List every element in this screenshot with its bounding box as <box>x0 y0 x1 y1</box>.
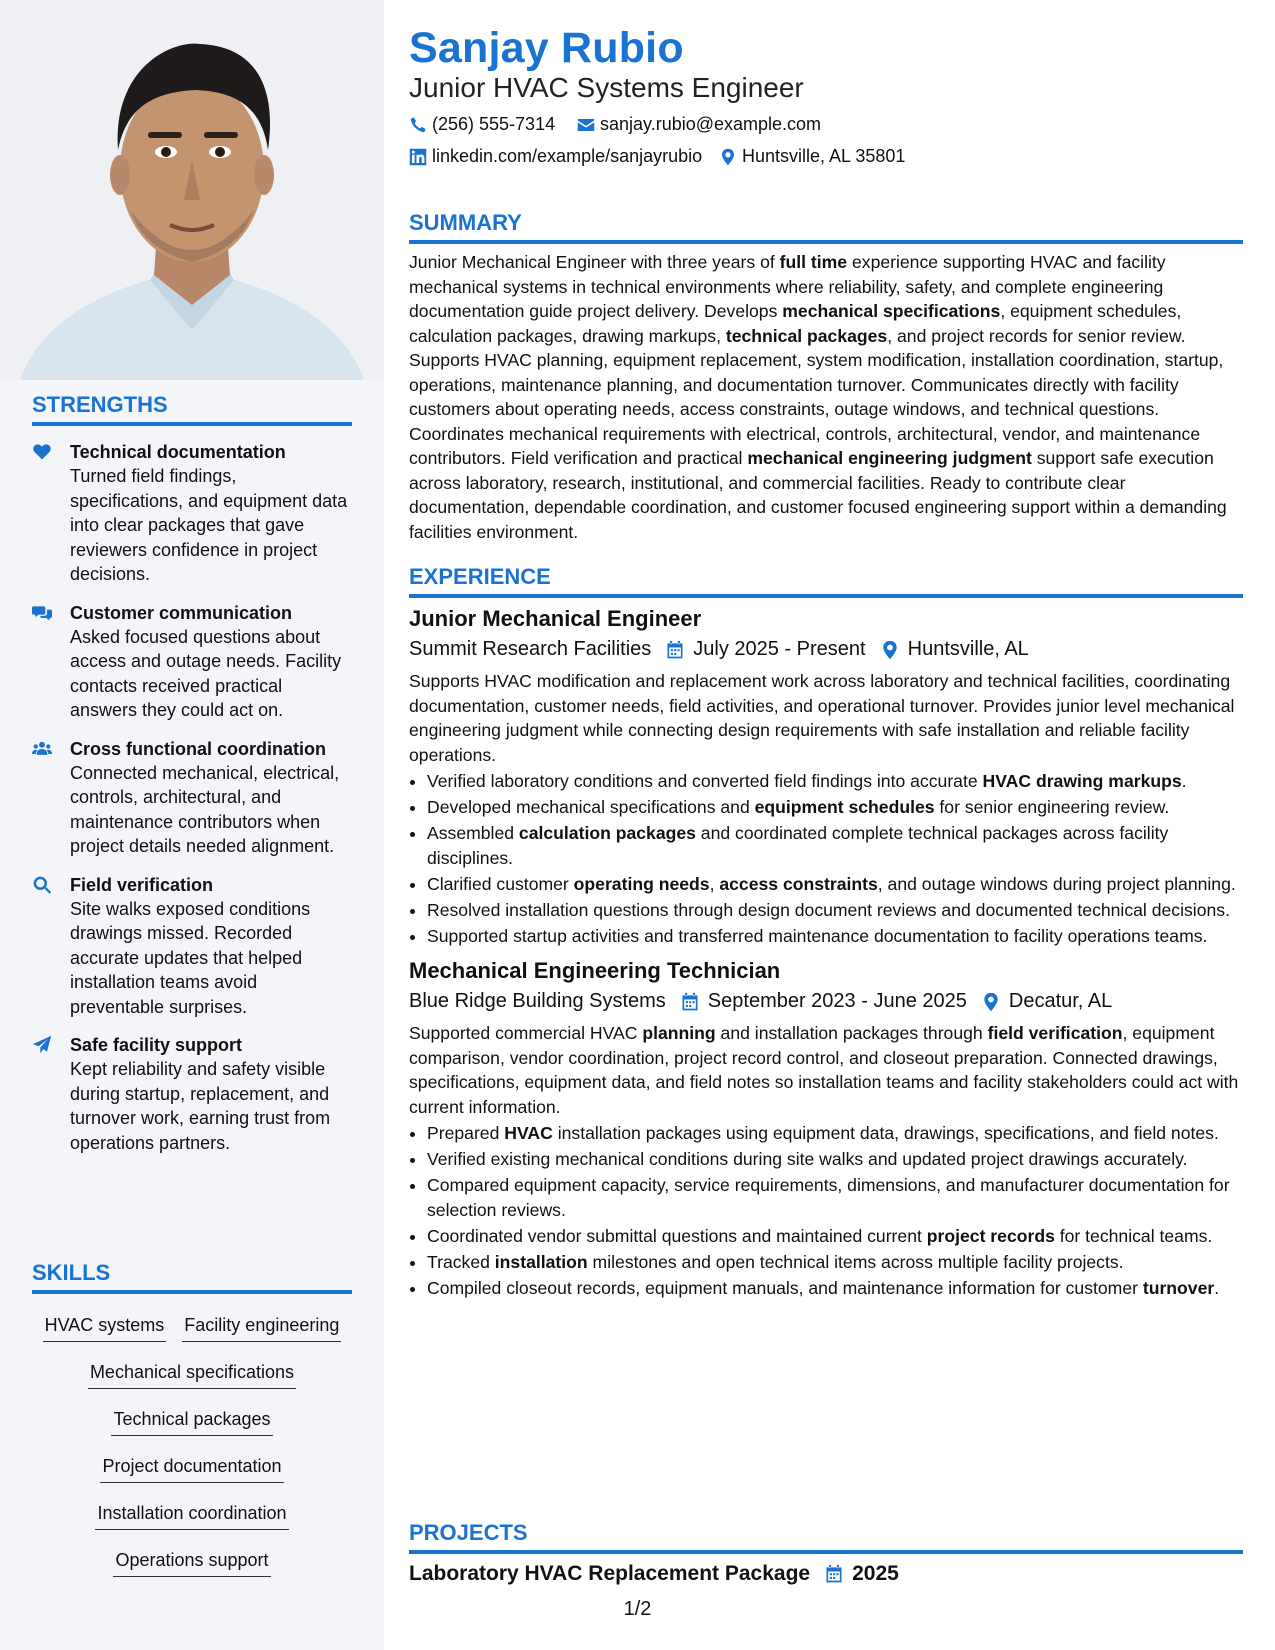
bold-phrase: technical packages <box>725 325 888 346</box>
text-run: , and project records for senior review. Supports HVAC planning, equipment replacement, system modification, installation coordination, startup, operations, maintenance planning, and documentation turnover. Communicates directly with facility customers about operating needs, access constraints, outage windows, and technical questions. Coordinates mechanical requirements with electrical, controls, architectural, vendor, and maintenance contributors. Field verification and practical <box>409 325 1224 468</box>
project-item <box>409 1562 1243 1586</box>
strength-desc: Connected mechanical, electrical, controls, architectural, and maintenance contributors when project details needed alignment. <box>70 762 340 856</box>
text-run: , <box>709 873 720 894</box>
strength-title: Field verification <box>70 874 214 895</box>
job-meta <box>409 990 1243 1013</box>
strength-title: Customer communication <box>70 602 293 623</box>
job-location: Decatur, AL <box>1008 990 1113 1012</box>
skill-tag: Installation coordination <box>95 1501 288 1530</box>
bold-phrase: mechanical specifications <box>782 301 1001 321</box>
bold-phrase: HVAC drawing markups <box>982 771 1182 791</box>
calendar-icon <box>680 992 700 1012</box>
job-title: Mechanical Engineering Technician <box>409 958 781 983</box>
summary-section <box>409 210 1243 544</box>
users-icon <box>32 737 70 859</box>
job-bullets <box>409 1121 1243 1300</box>
bold-phrase: project records <box>926 1225 1055 1246</box>
portrait-image <box>0 0 384 380</box>
project-title: Laboratory HVAC Replacement Package <box>409 1562 811 1585</box>
profile-photo <box>0 0 384 380</box>
text-run: and installation packages through <box>715 1023 988 1043</box>
strength-title: Cross functional coordination <box>70 738 327 759</box>
company-name: Blue Ridge Building Systems <box>409 990 666 1012</box>
location-contact <box>719 146 905 167</box>
location-text: Huntsville, AL 35801 <box>742 146 906 166</box>
bullet-item <box>427 872 1243 897</box>
candidate-role: Junior HVAC Systems Engineer <box>409 72 804 103</box>
bullet-item <box>427 1276 1243 1301</box>
skill-tag: Project documentation <box>100 1454 283 1483</box>
bullet-item <box>427 1224 1243 1249</box>
text-run: Compiled closeout records, equipment manuals, and maintenance information for customer <box>427 1277 1143 1298</box>
summary-title: SUMMARY <box>409 210 1243 244</box>
strength-title: Safe facility support <box>70 1035 243 1055</box>
strength-item <box>32 601 352 723</box>
text-run: Compared equipment capacity, service requirements, dimensions, and manufacturer documentation for selection reviews. <box>427 1175 1230 1220</box>
text-run: Resolved installation questions through design document reviews and documented technical decisions. <box>427 899 1230 920</box>
strengths-title: STRENGTHS <box>32 392 352 426</box>
text-run: Verified laboratory conditions and converted field findings into accurate <box>427 771 983 791</box>
experience-section <box>409 564 1243 1302</box>
bullet-item <box>427 1147 1243 1172</box>
text-run: Supported commercial HVAC <box>409 1023 643 1043</box>
bold-phrase: equipment schedules <box>754 797 935 817</box>
text-run: and coordinated complete technical packages across facility disciplines. <box>427 823 1169 868</box>
strength-item <box>32 1033 352 1155</box>
calendar-icon <box>665 640 685 660</box>
phone-contact <box>409 114 555 135</box>
projects-section <box>409 1520 1243 1586</box>
bullet-item <box>427 795 1243 820</box>
bold-phrase: planning <box>642 1023 716 1043</box>
linkedin-link[interactable]: linkedin.com/example/sanjayrubio <box>432 146 703 166</box>
job-meta <box>409 638 1243 661</box>
job-bullets <box>409 769 1243 948</box>
job-dates: July 2025 - Present <box>693 638 866 660</box>
text-run: support safe execution across laboratory, research, institutional, and commercial facilities. Ready to contribute clear documentation, dependable coordination, and customer focused engineering support within a demanding facilities environment. <box>409 448 1227 542</box>
job-dates: September 2023 - June 2025 <box>707 990 967 1012</box>
email-contact[interactable] <box>577 114 821 135</box>
bullet-item <box>427 1250 1243 1275</box>
text-run: for technical teams. <box>1054 1225 1213 1246</box>
phone-text: (256) 555-7314 <box>432 114 556 134</box>
job-intro <box>409 1021 1243 1119</box>
strengths-section <box>32 392 352 1155</box>
bullet-item <box>427 898 1243 923</box>
bullet-item <box>427 924 1243 949</box>
map-pin-icon <box>719 148 737 166</box>
strength-title: Technical documentation <box>70 442 286 462</box>
text-run: installation packages using equipment data, drawings, specifications, and field notes. <box>552 1123 1219 1143</box>
bold-phrase: full time <box>779 252 848 272</box>
text-run: Supported startup activities and transferred maintenance documentation to facility operations teams. <box>427 925 1208 946</box>
text-run: Supports HVAC modification and replacement work across laboratory and technical facilities, coordinating documentation, customer needs, field activities, and operational turnover. Provides junior level mechanical engineering judgment while connecting design requirements with safe installation and reliable facility operations. <box>409 671 1235 765</box>
paper-plane-icon <box>32 1033 70 1155</box>
skill-tag: Technical packages <box>111 1407 272 1436</box>
bold-phrase: installation <box>494 1251 588 1272</box>
linkedin-contact[interactable] <box>409 146 702 167</box>
company-name: Summit Research Facilities <box>409 638 652 660</box>
linkedin-icon <box>409 148 427 166</box>
projects-title: PROJECTS <box>409 1520 1243 1554</box>
text-run: Prepared <box>427 1123 505 1143</box>
bold-phrase: mechanical engineering judgment <box>747 448 1032 468</box>
bullet-item <box>427 1121 1243 1146</box>
bold-phrase: turnover <box>1142 1277 1215 1298</box>
strength-item <box>32 737 352 859</box>
candidate-name: Sanjay Rubio <box>409 24 684 72</box>
text-run: . <box>1214 1277 1220 1298</box>
bold-phrase: field verification <box>987 1023 1123 1043</box>
skill-tag: Facility engineering <box>182 1313 341 1342</box>
heart-icon <box>32 440 70 587</box>
skill-tag: HVAC systems <box>43 1313 167 1342</box>
text-run: Verified existing mechanical conditions during site walks and updated project drawings accurately. <box>427 1149 1188 1169</box>
bullet-item <box>427 1173 1243 1222</box>
search-icon <box>32 873 70 1020</box>
text-run: Clarified customer <box>427 873 574 894</box>
text-run: experience supporting HVAC and facility mechanical systems in technical environments where reliability, safety, and complete engineering documentation guide project delivery. Develops <box>409 252 1166 321</box>
text-run: Tracked <box>427 1251 495 1272</box>
job-entry <box>409 606 1243 948</box>
phone-icon <box>409 116 427 134</box>
bold-phrase: calculation packages <box>518 823 696 843</box>
page-number: 1/2 <box>623 1598 652 1620</box>
bold-phrase: access constraints <box>719 873 878 894</box>
map-pin-icon <box>981 992 1001 1012</box>
strength-desc: Kept reliability and safety visible during startup, replacement, and turnover work, earning trust from operations partners. <box>70 1059 331 1153</box>
skill-tag: Mechanical specifications <box>88 1360 296 1389</box>
summary-text <box>409 250 1243 544</box>
text-run: milestones and open technical items across multiple facility projects. <box>587 1251 1124 1272</box>
text-run: Assembled <box>427 823 519 843</box>
chat-icon <box>32 601 70 723</box>
strength-desc: Turned field findings, specifications, and equipment data into clear packages that gave reviewers confidence in project decisions. <box>70 466 348 584</box>
bullet-item <box>427 821 1243 870</box>
text-run: , equipment schedules, calculation packages, drawing markups, <box>409 301 1182 346</box>
email-icon <box>577 116 595 134</box>
skill-tag: Operations support <box>113 1548 270 1577</box>
text-run: for senior engineering review. <box>934 797 1170 817</box>
job-entry <box>409 958 1243 1300</box>
bold-phrase: operating needs <box>573 873 710 894</box>
text-run: . <box>1181 771 1187 791</box>
map-pin-icon <box>880 640 900 660</box>
job-title: Junior Mechanical Engineer <box>409 606 702 631</box>
job-location: Huntsville, AL <box>907 638 1029 660</box>
email-link[interactable]: sanjay.rubio@example.com <box>600 114 822 134</box>
skills-list <box>32 1304 352 1586</box>
text-run: , equipment comparison, vendor coordination, project record control, and closeout preparation. Connected drawings, specifications, equipment data, and field notes so installation teams and facility stakeholders could act with current information. <box>409 1023 1239 1117</box>
text-run: Coordinated vendor submittal questions and maintained current <box>427 1225 927 1246</box>
bold-phrase: HVAC <box>504 1123 553 1143</box>
strength-item <box>32 440 352 587</box>
text-run: , and outage windows during project planning. <box>877 873 1236 894</box>
text-run: Junior Mechanical Engineer with three years of <box>409 252 780 272</box>
skills-section <box>32 1260 352 1586</box>
sidebar <box>0 0 384 1650</box>
strength-desc: Site walks exposed conditions drawings missed. Recorded accurate updates that helped installation teams avoid preventable surprises. <box>70 898 311 1017</box>
text-run: Developed mechanical specifications and <box>427 797 755 817</box>
skills-title: SKILLS <box>32 1260 352 1294</box>
experience-title: EXPERIENCE <box>409 564 1243 598</box>
job-intro <box>409 669 1243 767</box>
bullet-item <box>427 769 1243 794</box>
project-year: 2025 <box>852 1562 899 1585</box>
strength-desc: Asked focused questions about access and outage needs. Facility contacts received practical answers they could act on. <box>70 626 342 720</box>
calendar-icon <box>824 1564 844 1584</box>
strength-item <box>32 873 352 1020</box>
